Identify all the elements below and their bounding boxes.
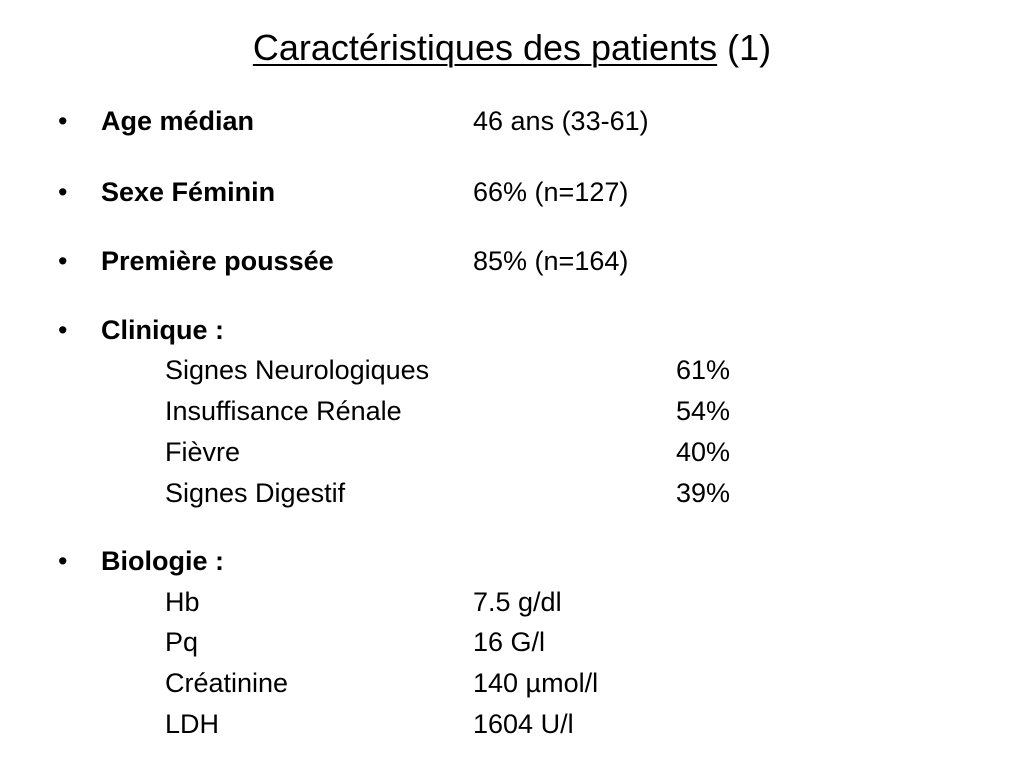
item-value: 66% (n=127) bbox=[473, 177, 629, 207]
row-label: Fièvre bbox=[165, 437, 241, 467]
row-label: LDH bbox=[165, 709, 220, 739]
row-label: Insuffisance Rénale bbox=[165, 396, 402, 426]
row-label: Signes Neurologiques bbox=[165, 355, 430, 385]
row-value: 40% bbox=[676, 437, 731, 467]
bullet-icon: • bbox=[58, 106, 68, 136]
row-value: 61% bbox=[676, 355, 731, 385]
bullet-icon: • bbox=[58, 546, 68, 576]
slide-title bbox=[0, 26, 1024, 70]
row-value: 39% bbox=[676, 478, 731, 508]
item-value: 85% (n=164) bbox=[473, 246, 629, 276]
item-label: Première poussée bbox=[101, 246, 334, 276]
row-value: 7.5 g/dl bbox=[473, 587, 562, 617]
row-label: Hb bbox=[165, 587, 200, 617]
item-label: Sexe Féminin bbox=[101, 177, 276, 207]
item-label: Age médian bbox=[101, 106, 255, 136]
row-value: 16 G/l bbox=[473, 627, 546, 657]
bullet-icon: • bbox=[58, 246, 68, 276]
row-value: 54% bbox=[676, 396, 731, 426]
row-label: Signes Digestif bbox=[165, 478, 346, 508]
row-label: Créatinine bbox=[165, 668, 289, 698]
section-label: Biologie : bbox=[101, 546, 224, 576]
row-value: 140 µmol/l bbox=[473, 668, 599, 698]
row-label: Pq bbox=[165, 627, 199, 657]
row-value: 1604 U/l bbox=[473, 709, 574, 739]
item-value: 46 ans (33-61) bbox=[473, 106, 649, 136]
bullet-icon: • bbox=[58, 315, 68, 345]
section-label: Clinique : bbox=[101, 315, 224, 345]
bullet-icon: • bbox=[58, 177, 68, 207]
slide-title-main: Caractéristiques des patients bbox=[252, 27, 718, 68]
slide-title-suffix: (1) bbox=[727, 27, 772, 68]
